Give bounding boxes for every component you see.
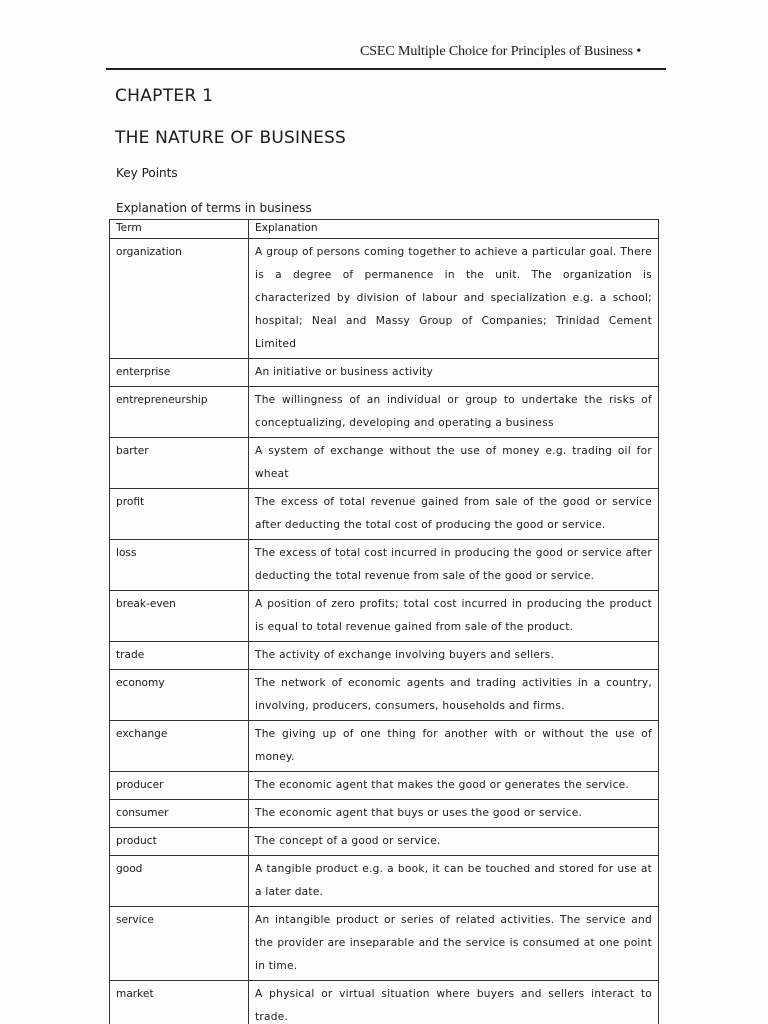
explanation-cell: A tangible product e.g. a book, it can be touched and stored for use at a later date. <box>249 856 659 907</box>
explanation-cell: The excess of total revenue gained from sale of the good or service after deducting the total cost of producing the good or service. <box>249 489 659 540</box>
explanation-cell: A position of zero profits; total cost incurred in producing the product is equal to total revenue gained from sale of the product. <box>249 591 659 642</box>
table-row <box>110 642 659 670</box>
term-cell: loss <box>110 540 249 591</box>
table-caption: Explanation of terms in business <box>116 201 312 215</box>
explanation-cell: The network of economic agents and trading activities in a country, involving, producers, consumers, households and firms. <box>249 670 659 721</box>
explanation-cell: A system of exchange without the use of money e.g. trading oil for wheat <box>249 438 659 489</box>
table-row <box>110 981 659 1024</box>
table-row <box>110 670 659 721</box>
term-cell: organization <box>110 239 249 359</box>
table-row <box>110 489 659 540</box>
term-cell: entrepreneurship <box>110 387 249 438</box>
explanation-cell: A physical or virtual situation where buyers and sellers interact to trade. <box>249 981 659 1024</box>
table-row <box>110 591 659 642</box>
key-points-heading: Key Points <box>116 166 178 180</box>
explanation-cell: The concept of a good or service. <box>249 828 659 856</box>
explanation-cell: A group of persons coming together to achieve a particular goal. There is a degree of permanence in the unit. The organization is characterized by division of labour and specialization e.g. a school; hospital; Neal and Massy Group of Companies; Trinidad Cement Limited <box>249 239 659 359</box>
header-rule <box>106 68 666 70</box>
header-explanation: Explanation <box>249 220 659 239</box>
table-row <box>110 387 659 438</box>
table-row <box>110 438 659 489</box>
table-row <box>110 721 659 772</box>
term-cell: economy <box>110 670 249 721</box>
term-cell: good <box>110 856 249 907</box>
term-cell: product <box>110 828 249 856</box>
table-row <box>110 540 659 591</box>
table-row <box>110 828 659 856</box>
chapter-label: CHAPTER 1 <box>115 86 214 106</box>
term-cell: exchange <box>110 721 249 772</box>
chapter-title: THE NATURE OF BUSINESS <box>115 128 347 148</box>
term-cell: service <box>110 907 249 981</box>
table-row <box>110 359 659 387</box>
explanation-cell: An initiative or business activity <box>249 359 659 387</box>
term-cell: enterprise <box>110 359 249 387</box>
header-term: Term <box>110 220 249 239</box>
explanation-cell: The activity of exchange involving buyers and sellers. <box>249 642 659 670</box>
table-row <box>110 800 659 828</box>
running-head: CSEC Multiple Choice for Principles of Business • <box>360 44 642 59</box>
explanation-cell: The excess of total cost incurred in producing the good or service after deducting the total revenue from sale of the good or service. <box>249 540 659 591</box>
term-cell: market <box>110 981 249 1024</box>
explanation-cell: The economic agent that makes the good or generates the service. <box>249 772 659 800</box>
explanation-cell: The economic agent that buys or uses the good or service. <box>249 800 659 828</box>
term-cell: barter <box>110 438 249 489</box>
table-row <box>110 772 659 800</box>
table-row <box>110 907 659 981</box>
term-cell: break-even <box>110 591 249 642</box>
table-header-row <box>110 220 659 239</box>
term-cell: producer <box>110 772 249 800</box>
explanation-cell: An intangible product or series of related activities. The service and the provider are inseparable and the service is consumed at one point in time. <box>249 907 659 981</box>
table-row <box>110 239 659 359</box>
terms-table <box>109 219 659 1024</box>
explanation-cell: The willingness of an individual or group to undertake the risks of conceptualizing, developing and operating a business <box>249 387 659 438</box>
term-cell: profit <box>110 489 249 540</box>
explanation-cell: The giving up of one thing for another with or without the use of money. <box>249 721 659 772</box>
term-cell: trade <box>110 642 249 670</box>
table-row <box>110 856 659 907</box>
term-cell: consumer <box>110 800 249 828</box>
